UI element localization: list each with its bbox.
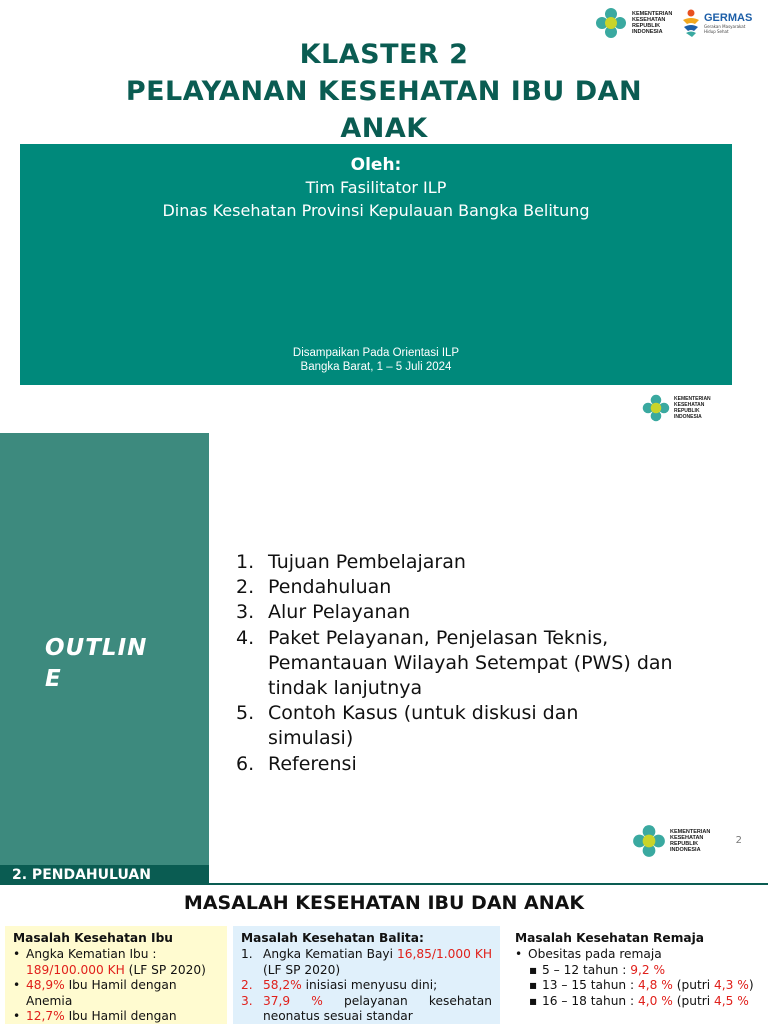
title-line-3: ANAK: [340, 113, 428, 144]
page-number: 2: [735, 835, 742, 846]
list-item: • 12,7% Ibu Hamil dengan: [13, 1009, 177, 1024]
outline-side-panel: [0, 433, 209, 865]
kemenkes-footer-logo: [631, 823, 710, 859]
kemenkes-emblem-icon: [631, 823, 667, 859]
presenter-box: [20, 144, 732, 385]
kemenkes-emblem-icon: [641, 393, 671, 423]
adolescent-health-column: [507, 926, 763, 1024]
outline-item: 3. Alur Pelayanan: [236, 601, 411, 624]
outline-item: 2. Pendahuluan: [236, 576, 392, 599]
presenter-office: Dinas Kesehatan Provinsi Kepulauan Bangka Belitung: [162, 201, 590, 220]
list-item: • Obesitas pada remaja: [515, 947, 662, 962]
outline-item: 5. Contoh Kasus (untuk diskusi dan simulasi): [236, 702, 579, 750]
kemenkes-logo-text: KEMENTERIAN KESEHATAN REPUBLIK INDONESIA: [674, 396, 711, 420]
kemenkes-emblem-icon: [594, 6, 628, 40]
column-heading: Masalah Kesehatan Remaja: [515, 931, 705, 945]
outline-item: 6. Referensi: [236, 752, 357, 775]
section-divider: [209, 883, 768, 885]
kemenkes-logo-text: KEMENTERIAN KESEHATAN REPUBLIK INDONESIA: [632, 11, 673, 35]
event-name: Disampaikan Pada Orientasi ILP: [292, 347, 460, 359]
sub-list-item: ▪ 5 – 12 tahun : 9,2 %: [529, 962, 666, 977]
list-item: • 48,9% Ibu Hamil dengan Anemia: [13, 978, 177, 1008]
column-heading: Masalah Kesehatan Balita:: [241, 931, 424, 945]
sub-list-item: ▪ 13 – 15 tahun : 4,8 % (putri 4,3 %): [529, 978, 754, 993]
presenter-team: Tim Fasilitator ILP: [305, 178, 447, 197]
outline-list: [236, 550, 696, 777]
outline-item: 1. Tujuan Pembelajaran: [236, 551, 466, 573]
outline-title: OUTLIN E: [45, 635, 148, 692]
event-date: Bangka Barat, 1 – 5 Juli 2024: [300, 361, 452, 373]
slide-title: MASALAH KESEHATAN IBU DAN ANAK: [183, 892, 585, 914]
kemenkes-logo-text: KEMENTERIAN KESEHATAN REPUBLIK INDONESIA: [670, 829, 711, 853]
child-health-column: [233, 926, 500, 1024]
list-item: 2. 58,2% inisiasi menyusu dini;: [241, 978, 438, 993]
outline-item: 4. Paket Pelayanan, Penjelasan Teknis, Pemantauan Wilayah Setempat (PWS) dan tindak lanjutnya: [236, 626, 673, 700]
kemenkes-footer-logo: [641, 393, 712, 423]
list-item: 1. Angka Kematian Bayi 16,85/1.000 KH (LF SP 2020): [241, 947, 492, 977]
pendahuluan-slide: [0, 865, 768, 1024]
slide-title: [60, 36, 708, 147]
germas-tagline: Gerakan Masyarakat Hidup Sehat: [704, 23, 746, 34]
kemenkes-logo: [594, 6, 674, 40]
section-label: 2. PENDAHULUAN: [0, 865, 209, 885]
list-item: 3. 37,9 % pelayanan kesehatan neonatus sesuai standar: [241, 993, 492, 1024]
title-slide: [0, 0, 768, 433]
germas-wordmark: GERMAS: [704, 11, 753, 24]
oleh-label: Oleh:: [350, 155, 402, 175]
germas-logo: [680, 8, 754, 38]
list-item: • Angka Kematian Ibu : 189/100.000 KH (LF SP 2020): [13, 947, 206, 977]
header-logos: [594, 6, 754, 40]
title-line-2: PELAYANAN KESEHATAN IBU DAN: [125, 76, 643, 107]
germas-figure-icon: [680, 8, 702, 38]
title-line-1: KLASTER 2: [299, 39, 469, 70]
outline-slide: [0, 433, 768, 865]
sub-list-item: ▪ 16 – 18 tahun : 4,0 % (putri 4,5 %: [529, 993, 749, 1008]
maternal-health-column: [5, 926, 227, 1024]
event-info: [20, 346, 732, 374]
column-heading: Masalah Kesehatan Ibu: [13, 931, 173, 945]
